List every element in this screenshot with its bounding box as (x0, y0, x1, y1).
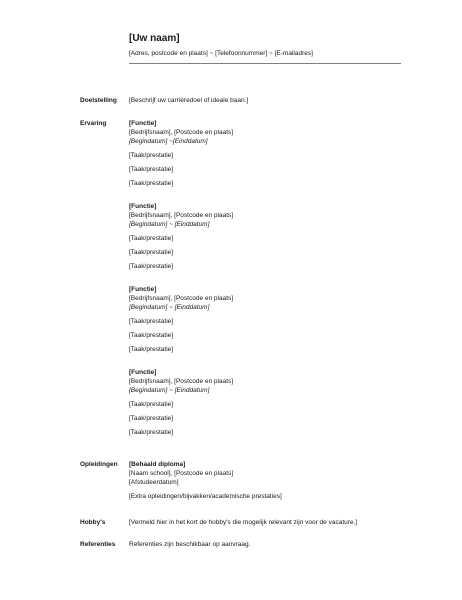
job-task[interactable]: [Taak/prestatie] (129, 180, 174, 187)
job-task[interactable]: [Taak/prestatie] (129, 332, 174, 339)
job-task[interactable]: [Taak/prestatie] (129, 235, 174, 242)
job-task[interactable]: [Taak/prestatie] (129, 152, 174, 159)
references-label: Referenties (80, 541, 116, 548)
job-task[interactable]: [Taak/prestatie] (129, 249, 174, 256)
hobbies-content (129, 518, 419, 527)
job-title[interactable]: [Functie] (129, 369, 157, 376)
job-task[interactable]: [Taak/prestatie] (129, 415, 174, 422)
job-task[interactable]: [Taak/prestatie] (129, 346, 174, 353)
education-extra[interactable]: [Extra opleidingen/bijvakken/academische prestaties] (129, 493, 282, 500)
job-entry (129, 368, 419, 437)
education-label: Opleidingen (80, 461, 118, 468)
job-dates[interactable]: [Begindatum] ~ [Einddatum] (129, 304, 210, 311)
job-task[interactable]: [Taak/prestatie] (129, 401, 174, 408)
references-content (129, 540, 419, 549)
objective-content (129, 96, 419, 105)
header-divider (129, 63, 401, 64)
education-content (129, 460, 419, 501)
education-date[interactable]: [Afstudeerdatum] (129, 479, 179, 486)
job-company[interactable]: [Bedrijfsnaam], [Postcode en plaats] (129, 129, 234, 136)
education-degree[interactable]: [Behaald diploma] (129, 461, 186, 468)
job-entry (129, 285, 419, 354)
job-task[interactable]: [Taak/prestatie] (129, 166, 174, 173)
job-title[interactable]: [Functie] (129, 203, 157, 210)
hobbies-text[interactable]: [Vermeld hier in het kort de hobby's die mogelijk relevant zijn voor de vacature.] (129, 519, 358, 526)
job-company[interactable]: [Bedrijfsnaam], [Postcode en plaats] (129, 212, 234, 219)
job-company[interactable]: [Bedrijfsnaam], [Postcode en plaats] (129, 378, 234, 385)
contact-line[interactable]: [Adres, postcode en plaats] ~ [Telefoonnummer] ~ [E-mailadres] (129, 50, 313, 57)
job-dates[interactable]: [Begindatum] ~ [Einddatum] (129, 387, 210, 394)
resume-header (129, 32, 401, 64)
job-company[interactable]: [Bedrijfsnaam], [Postcode en plaats] (129, 295, 234, 302)
education-school[interactable]: [Naam school], [Postcode en plaats] (129, 470, 234, 477)
job-task[interactable]: [Taak/prestatie] (129, 263, 174, 270)
experience-content (129, 119, 419, 451)
job-title[interactable]: [Functie] (129, 286, 157, 293)
job-task[interactable]: [Taak/prestatie] (129, 318, 174, 325)
job-title[interactable]: [Functie] (129, 120, 157, 127)
job-dates[interactable]: [Begindatum] ~[Einddatum] (129, 138, 208, 145)
hobbies-label: Hobby's (80, 519, 106, 526)
objective-text[interactable]: [Beschrijf uw carrièredoel of ideale baan.] (129, 97, 249, 104)
experience-label: Ervaring (80, 120, 107, 127)
job-entry (129, 202, 419, 271)
job-task[interactable]: [Taak/prestatie] (129, 429, 174, 436)
references-text[interactable]: Referenties zijn beschikbaar op aanvraag. (129, 541, 251, 548)
objective-label: Doelstelling (80, 97, 117, 104)
job-dates[interactable]: [Begindatum] ~ [Einddatum] (129, 221, 210, 228)
resume-name[interactable]: [Uw naam] (129, 33, 180, 44)
job-entry (129, 119, 419, 188)
